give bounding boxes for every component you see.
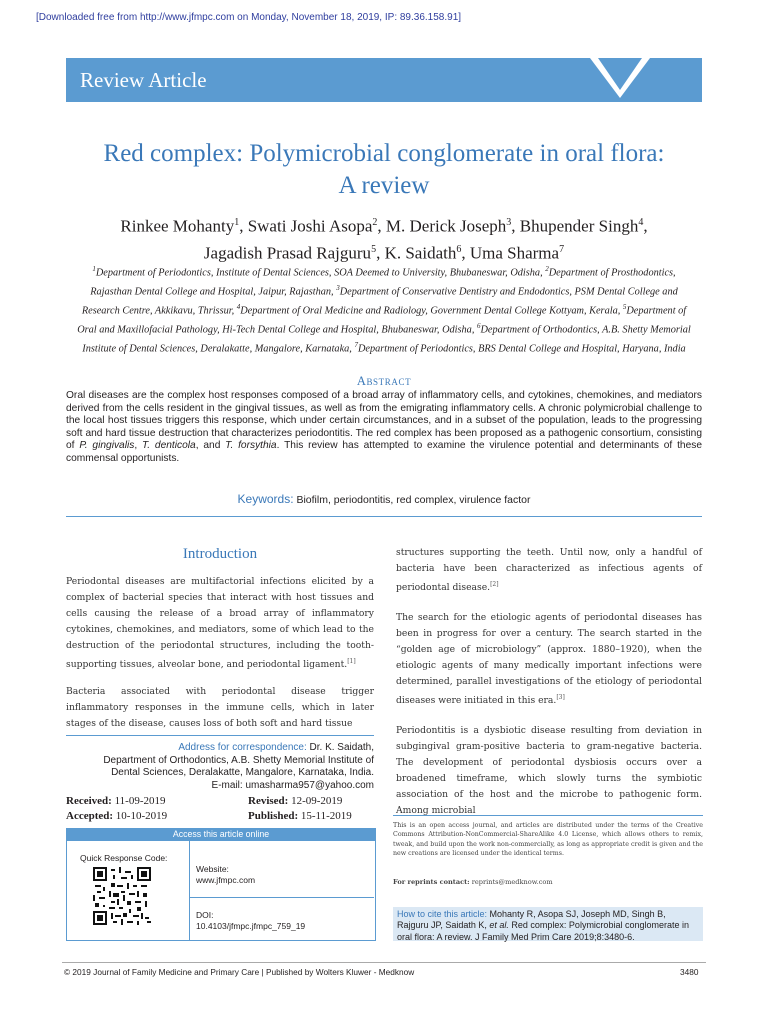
affil-text: Department of Conservative Dentistry and Endodontics, PSM Dental College and Research Centre, Akkikavu, Thrissur,	[81, 286, 678, 317]
website-block	[196, 864, 255, 886]
body-paragraph	[396, 545, 702, 596]
paper-title	[60, 138, 708, 202]
license-text: This is an open access journal, and articles are distributed under the terms of the Creative Commons Attribution-NonCommercial-ShareAlike 4.0 License, which allows others to remix, tweak, and build upon the work non-commercially, as long as appropriate credit is given and the new creations are licensed under the identical terms.	[393, 822, 703, 857]
body-paragraph	[396, 610, 702, 709]
intro-heading: Introduction	[182, 546, 258, 562]
published-label: Published:	[248, 810, 299, 822]
correspondence-label: Address for correspondence:	[178, 742, 307, 753]
title-line-1: Red complex: Polymicrobial conglomerate in oral flora:	[103, 140, 665, 167]
affil-text: Department of Prosthodontics, Rajasthan Dental College and Hospital, Jaipur, Rajasthan,	[90, 267, 676, 298]
paragraph-text: Periodontitis is a dysbiotic disease resulting from deviation in subgingival gram-positive bacteria to gram-negative bacteria. The development of periodontal dysbiosis occurs over a broadened timeframe, which slowly turns the symbiotic association of the host and the microbe to pathogenic form. Among microbial	[396, 725, 702, 816]
affil-text: Department of Oral Medicine and Radiology, Government Dental College Kottyam, Kerala,	[240, 305, 623, 317]
reprints-line	[393, 878, 553, 886]
doi-link[interactable]: 10.4103/jfmpc.jfmpc_759_19	[196, 921, 306, 931]
received-label: Received:	[66, 795, 112, 807]
keywords-text: Biofilm, periodontitis, red complex, virulence factor	[296, 494, 531, 506]
body-paragraph	[66, 574, 374, 673]
abstract-sep: , and	[195, 440, 226, 452]
author-name: Swati Joshi Asopa	[247, 216, 373, 236]
keywords-label: Keywords:	[237, 492, 294, 506]
cite-etal: et al.	[489, 920, 509, 931]
author-name: K. Saidath	[384, 243, 457, 263]
correspondence-line-3: Dental Sciences, Deralakatte, Mangalore, Karnataka, India.	[111, 767, 374, 779]
doi-label: DOI:	[196, 910, 214, 920]
published-value: 15-11-2019	[300, 810, 352, 822]
qr-label: Quick Response Code:	[80, 853, 168, 863]
received-date	[66, 795, 165, 807]
band-notch-icon	[590, 58, 650, 102]
received-value: 11-09-2019	[114, 795, 166, 807]
author-line-1: Rinkee Mohanty$^1$, Swati Joshi Asopa$^2$, M. Derick Joseph$^3$, Bhupender Singh$^4$,	[120, 216, 648, 236]
author-sup: 2	[372, 217, 378, 228]
body-paragraph	[66, 684, 374, 732]
article-type-label: Review Article	[80, 68, 207, 92]
cite-text: Mohanty R, Asopa SJ, Joseph MD, Singh B, Rajguru JP, Saidath K,	[397, 909, 666, 931]
revised-label: Revised:	[248, 795, 289, 807]
accepted-value: 10-10-2019	[115, 810, 168, 822]
keywords-line	[0, 492, 768, 506]
affil-sup: 7	[354, 340, 358, 349]
abstract-sep: ,	[134, 440, 142, 452]
author-sup: 1	[234, 217, 240, 228]
affil-sup: 2	[545, 265, 549, 273]
abstract-heading: Abstract	[356, 374, 412, 388]
download-notice: [Downloaded free from http://www.jfmpc.com on Monday, November 18, 2019, IP: 89.36.158.91]	[36, 12, 462, 23]
page-number: 3480	[680, 967, 699, 977]
author-sup: 4	[638, 217, 644, 228]
correspondence-name: Dr. K. Saidath,	[309, 742, 374, 753]
organism-name: T. forsythia	[225, 440, 277, 452]
abstract-part: Oral diseases are the complex host responses composed of a broad array of inflammatory cells, and cytokines, chemokines, and mediators derived from the cells resident in the gingival tissues, as well as from the emigrating inflammatory cells. A chronic polymicrobial challenge to the local host tissues triggers this response, which under certain circumstances, and in a subset of the population, leads to the progressing soft and hard tissue destruction that characterizes periodontitis. The red complex has been proposed as a pathogenic consortium, consisting of	[66, 390, 702, 452]
correspondence-line-2: Department of Orthodontics, A.B. Shetty Memorial Institute of	[103, 754, 374, 766]
body-paragraph	[396, 723, 702, 818]
correspondence-block	[66, 742, 374, 792]
abstract-text	[66, 390, 702, 466]
affil-text: Department of Oral and Maxillofacial Pathology, Hi-Tech Dental College and Hospital, Bhubaneswar, Odisha,	[77, 305, 687, 336]
affiliations	[72, 262, 696, 357]
citation-ref: [2]	[490, 580, 499, 588]
section-divider	[66, 516, 702, 517]
affil-text: Department of Periodontics, Institute of Dental Sciences, SOA Deemed to University, Bhubaneswar, Odisha,	[95, 267, 546, 279]
affil-sup: 5	[622, 302, 627, 311]
correspondence-line-1	[66, 742, 374, 755]
citation-ref: [3]	[556, 693, 565, 701]
license-divider	[393, 815, 703, 816]
published-date	[248, 810, 352, 822]
affil-sup: 1	[92, 265, 96, 273]
cite-text: Red complex: Polymicrobial conglomerate in oral flora: A review. J Family Med Prim Care 2019;8:3480-6.	[397, 920, 689, 942]
doi-block	[196, 910, 305, 932]
reprints-label: For reprints contact:	[393, 878, 470, 886]
author-sup: 5	[371, 243, 377, 255]
revised-date	[248, 795, 342, 807]
author-name: Uma Sharma	[469, 243, 560, 263]
qr-code-icon[interactable]	[93, 867, 151, 925]
correspondence-email: E-mail: umasharma957@yahoo.com	[211, 779, 374, 791]
author-name: Jagadish Prasad Rajguru	[203, 243, 372, 263]
author-list	[60, 211, 708, 264]
affil-sup: 6	[476, 321, 481, 330]
author-name: Rinkee Mohanty	[120, 216, 235, 236]
access-online-bar: Access this article online	[66, 828, 376, 841]
cite-box	[393, 907, 703, 941]
paragraph-text: Bacteria associated with periodontal disease trigger inflammatory responses in the immune cells, which in later stages of the disease, causes loss of both soft and hard tissue	[66, 686, 374, 729]
title-line-2: A review	[338, 172, 430, 199]
paragraph-text: The search for the etiologic agents of periodontal diseases has been in progress for over a century. The search started in the “golden age of microbiology” (approx. 1880–1920), when the etiologic agents of many medically important infections were determined, parallel investigations of the etiology of periodontal diseases were initiated in this era.	[396, 612, 702, 706]
affil-text: Department of Orthodontics, A.B. Shetty Memorial Institute of Dental Sciences, Deralakatte, Mangalore, Karnataka,	[82, 324, 691, 355]
accepted-date	[66, 810, 167, 822]
accepted-label: Accepted:	[66, 810, 114, 822]
cite-label: How to cite this article:	[397, 909, 488, 919]
footer-divider	[62, 962, 706, 963]
correspondence-divider	[66, 735, 374, 736]
website-link[interactable]: www.jfmpc.com	[196, 875, 256, 885]
abstract-part: . This review has attempted to examine the virulence potential and determinants of these commensal opportunists.	[66, 440, 702, 464]
website-label: Website:	[196, 864, 229, 874]
footer-text: © 2019 Journal of Family Medicine and Primary Care | Published by Wolters Kluwer - Medknow	[64, 967, 415, 977]
paragraph-text: Periodontal diseases are multifactorial infections elicited by a complex of bacterial species that interact with host tissues and cells causing the release of a broad array of inflammatory cytokines, chemokines, and mediators, some of which lead to the destruction of the periodontal structures, including the tooth-supporting tissues, alveolar bone, and periodontal ligament.	[66, 576, 374, 670]
organism-name: P. gingivalis	[79, 440, 135, 452]
author-line-2: Jagadish Prasad Rajguru$^5$, K. Saidath$^6$, Uma Sharma$^7$	[203, 243, 565, 263]
author-name: M. Derick Joseph	[385, 216, 507, 236]
affil-text: Department of Periodontics, BRS Dental College and Hospital, Haryana, India	[357, 343, 686, 355]
author-name: Bhupender Singh	[519, 216, 639, 236]
organism-name: T. denticola	[142, 440, 196, 452]
affil-sup: 4	[236, 302, 241, 311]
author-sup: 6	[456, 243, 462, 255]
reprints-email[interactable]: reprints@medknow.com	[471, 878, 553, 886]
citation-ref: [1]	[347, 657, 356, 665]
revised-value: 12-09-2019	[291, 795, 343, 807]
author-sup: 3	[506, 217, 512, 228]
affil-sup: 3	[336, 283, 340, 292]
access-divider	[190, 897, 374, 898]
author-sup: 7	[559, 243, 565, 255]
paragraph-text: structures supporting the teeth. Until now, only a handful of bacteria have been characterized as infectious agents of periodontal disease.	[396, 547, 702, 593]
